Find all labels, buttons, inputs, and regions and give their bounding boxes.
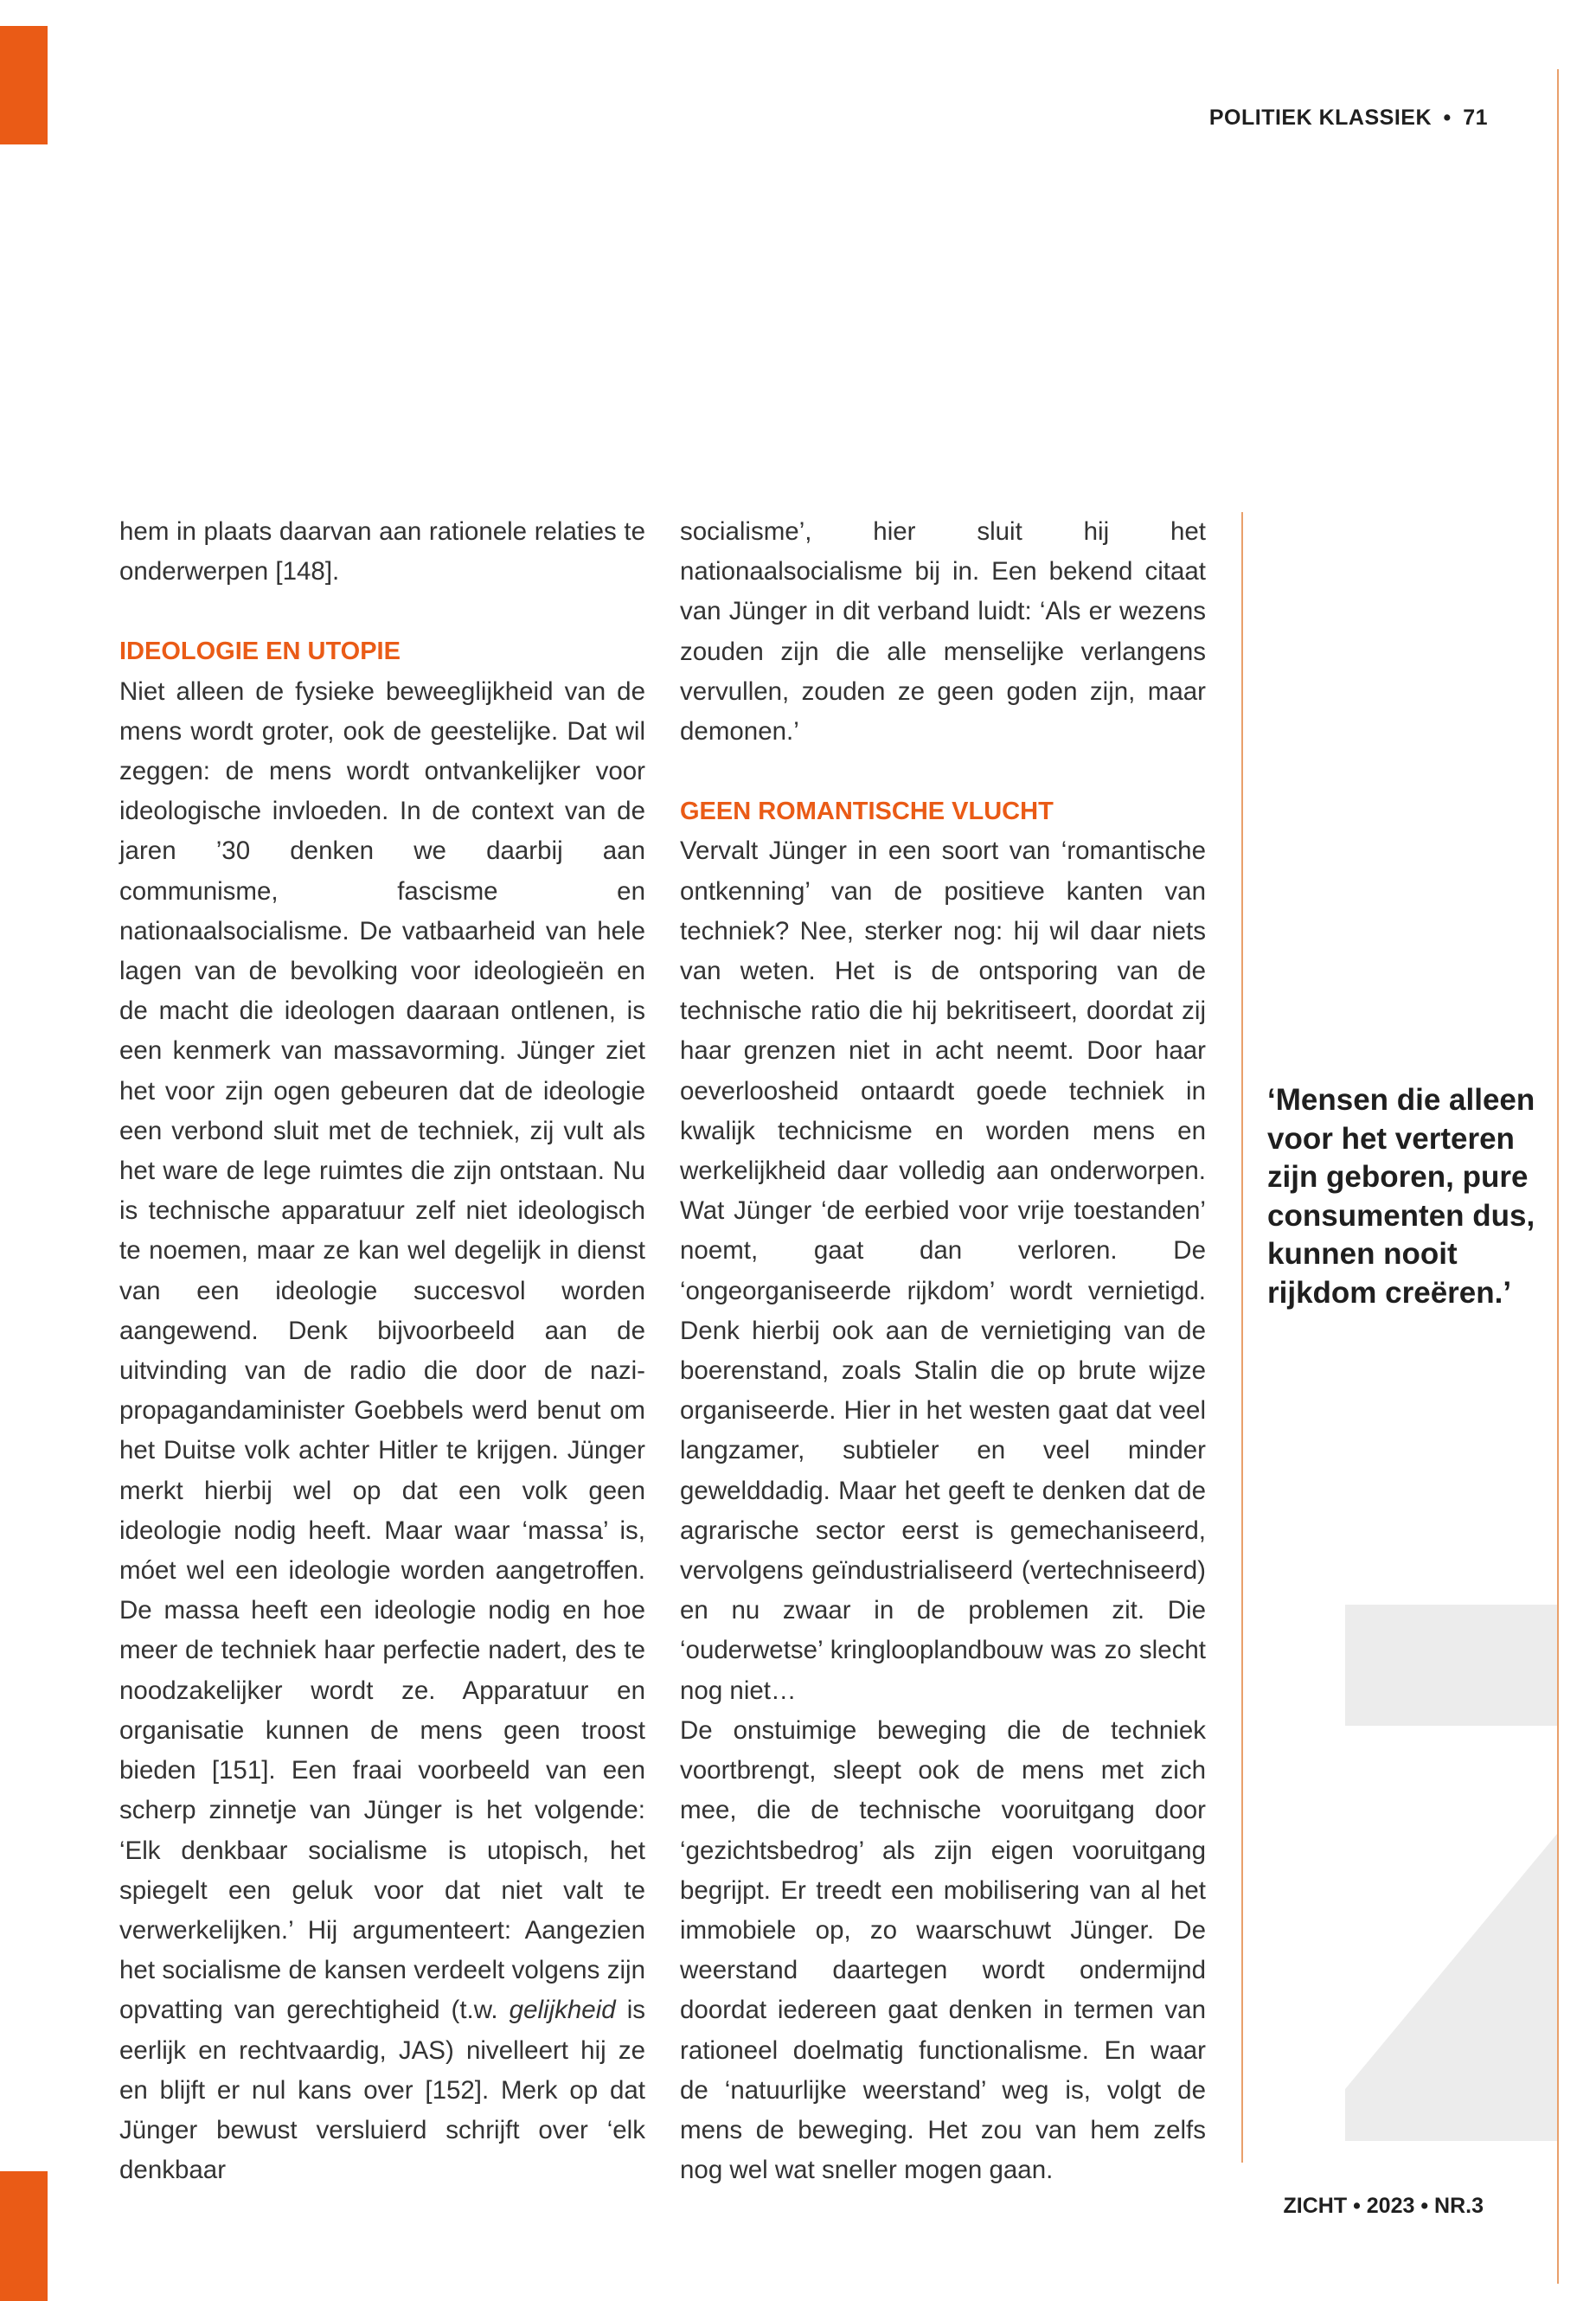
header-separator: • <box>1443 106 1452 130</box>
running-header <box>1209 106 1488 131</box>
section-heading: GEEN ROMANTISCHE VLUCHT <box>680 798 1054 826</box>
body-paragraph: Vervalt Jünger in een soort van ‘romantische ontkenning’ van de positieve kanten van techniek? Nee, sterker nog: hij wil daar niets van weten. Het is de ontsporing van de technische ratio die hij bekritiseert, doordat zij haar grenzen niet in acht neemt. Door haar oeverloosheid ontaardt goede techniek in kwalijk technicisme en worden mens en werkelijkheid daar volledig aan onderworpen. Wat Jünger ‘de eerbied voor vrije toestanden’ noemt, gaat dan verloren. De ‘ongeorganiseerde rijkdom’ wordt vernietigd. Denk hierbij ook aan de vernietiging van de boerenstand, zoals Stalin die op brute wijze organiseerde. Hier in het westen gaat dat veel langzamer, subtieler en veel minder gewelddadig. Maar het geeft te denken dat de agrarische sector eerst is gemechaniseerd, vervolgens geïndustrialiseerd (vertechniseerd) en nu zwaar in de problemen zit. Die ‘ouderwetse’ kringlooplandbouw was zo slecht nog niet… <box>680 836 1206 1705</box>
pull-quote: ‘Mensen die alleen voor het verteren zijn geboren, pure consumenten dus, kunnen nooit rijkdom creëren.’ <box>1267 1083 1535 1310</box>
page-number: 71 <box>1463 106 1488 130</box>
text-column-left <box>119 512 645 2190</box>
decorative-numeral-watermark <box>1345 1605 1557 2141</box>
column-intro-text: socialisme’, hier sluit hij het nationaalsocialisme bij in. Een bekend citaat van Jünger in dit verband luidt: ‘Als er wezens zouden zijn die alle menselijke verlangens vervullen, zouden ze geen goden zijn, maar demonen.’ <box>680 517 1206 747</box>
body-paragraph: De onstuimige beweging die de techniek voortbrengt, sleept ook de mens met zich mee, die de technische vooruitgang door ‘gezichtsbedrog’ als zijn eigen vooruitgang begrijpt. Er treedt een mobilisering van al het immobiele op, zo waarschuwt Jünger. De weerstand daartegen wordt ondermijnd doordat iedereen gaat denken in termen van rationeel doelmatig functionalisme. En waar de ‘natuurlijke weerstand’ weg is, volgt de mens de beweging. Het zou van hem zelfs nog wel wat sneller mogen gaan. <box>680 1715 1206 2185</box>
magazine-footer: ZICHT • 2023 • NR.3 <box>1283 2194 1484 2218</box>
body-paragraph: Niet alleen de fysieke beweeglijkheid van de mens wordt groter, ook de geestelijke. Dat wil zeggen: de mens wordt ontvankelijker voor ideologische invloeden. In de context van de jaren ’30 denken we daarbij aan communisme, fascisme en nationaalsocialisme. De vatbaarheid van hele lagen van de bevolking voor ideologieën en de macht die ideologen daaraan ontlenen, is een kenmerk van massavorming. Jünger ziet het voor zijn ogen gebeuren dat de ideologie een verbond sluit met de techniek, zij vult als het ware de lege ruimtes die zijn ontstaan. Nu is technische apparatuur zelf niet ideologisch te noemen, maar ze kan wel degelijk in dienst van een ideologie succesvol worden aangewend. Denk bijvoorbeeld aan de uitvinding van de radio die door de nazi-propagandaminister Goebbels werd benut om het Duitse volk achter Hitler te krijgen. Jünger merkt hierbij wel op dat een volk geen ideologie nodig heeft. Maar waar ‘massa’ is, móet wel een ideologie worden aangetroffen. De massa heeft een ideologie nodig en hoe meer de techniek haar perfectie nadert, des te noodzakelijker wordt ze. Apparatuur en organisatie kunnen de mens geen troost bieden [151]. Een fraai voorbeeld van een scherp zinnetje van Jünger is het volgende: ‘Elk denkbaar socialisme is utopisch, het spiegelt een geluk voor dat niet valt te verwerkelijken.’ Hij argumenteert: Aangezien het socialisme de kansen verdeelt volgens zijn opvatting van gerechtigheid (t.w. gelijkheid is eerlijk en rechtvaardig, JAS) nivelleert hij ze en blijft er nul kans over [152]. Merk op dat Jünger bewust versluierd schrijft over ‘elk denkbaar <box>119 676 645 2185</box>
orange-edge-tab-top <box>0 26 48 144</box>
section-title: POLITIEK KLASSIEK <box>1208 106 1433 130</box>
pull-quote-divider <box>1241 512 1243 2163</box>
text-column-middle <box>680 512 1206 2190</box>
section-heading: IDEOLOGIE EN UTOPIE <box>119 638 401 666</box>
italic-term: gelijkheid <box>509 1996 616 2025</box>
page-edge-rule <box>1557 69 1559 2284</box>
orange-edge-tab-bottom <box>0 2171 48 2301</box>
column-intro-text: hem in plaats daarvan aan rationele relaties te onderwerpen [148]. <box>119 517 645 586</box>
